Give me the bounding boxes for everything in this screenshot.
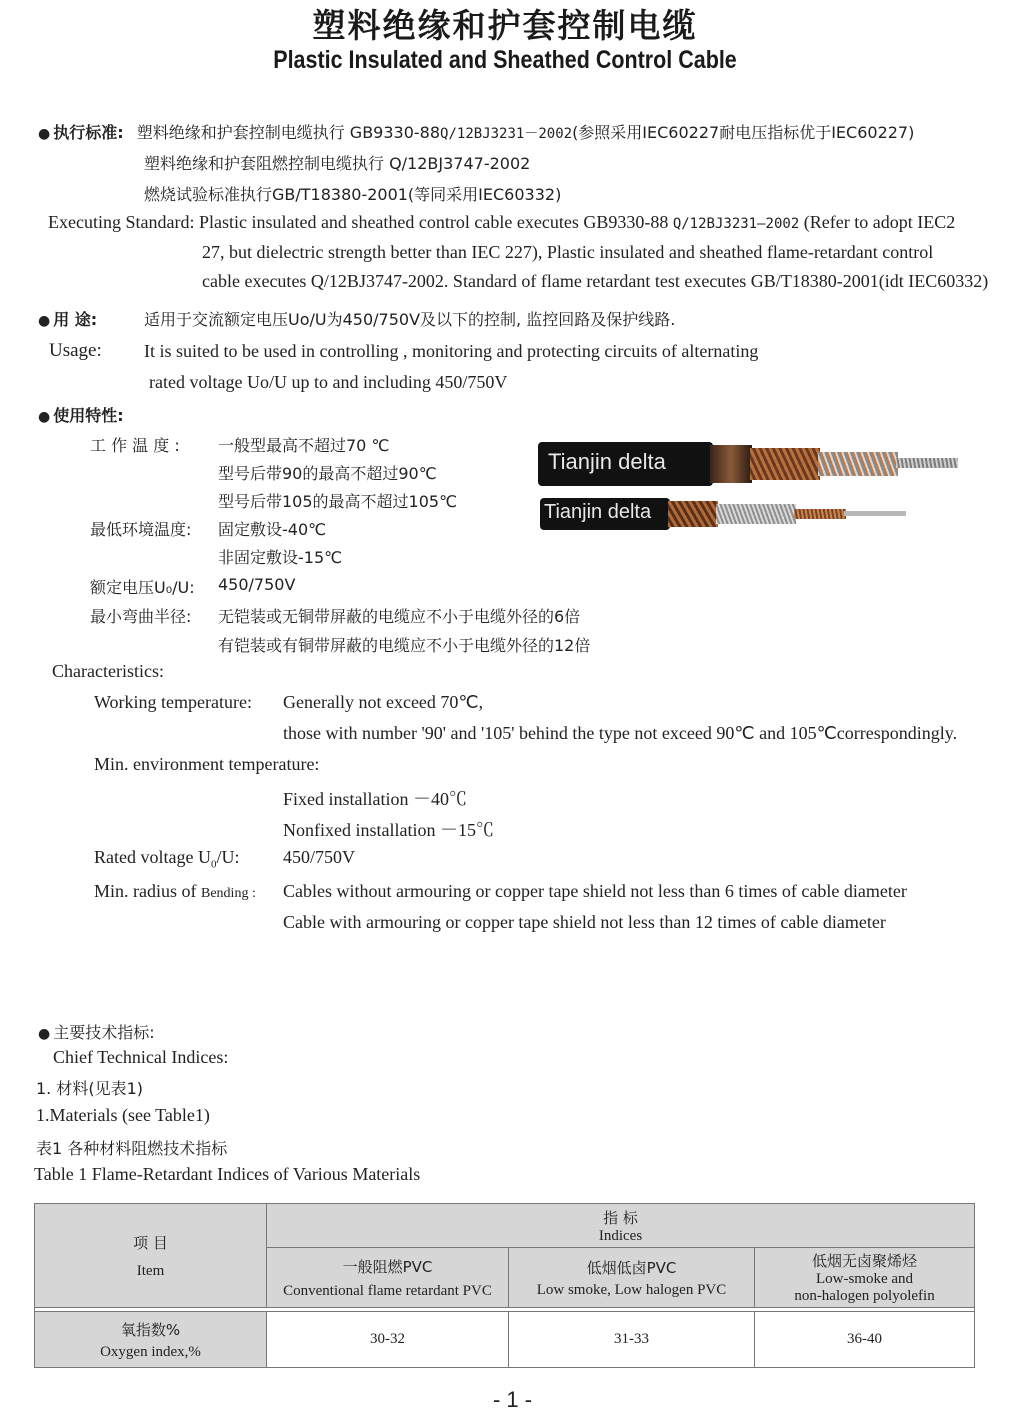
usage-en-label: Usage: <box>49 340 102 361</box>
work-temp-cn-2: 型号后带90的最高不超过90℃ <box>218 464 437 483</box>
table-header-col1: 一般阻燃PVC Conventional flame retardant PVC <box>267 1248 509 1308</box>
bend-en-2: Cable with armouring or copper tape shield not less than 12 times of cable diameter <box>283 912 886 932</box>
cable-cores-1 <box>818 452 898 476</box>
table-title-cn: 表1 各种材料阻燃技术指标 <box>36 1139 228 1158</box>
standard-cn-line3: 燃烧试验标准执行GB/T18380-2001(等同采用IEC60332) <box>144 185 562 204</box>
cable-braid-2 <box>668 501 718 527</box>
usage-en-line2: rated voltage Uo/U up to and including 450/750V <box>149 372 508 392</box>
usage-cn-text: 适用于交流额定电压Uo/U为450/750V及以下的控制, 监控回路及保护线路. <box>144 310 676 329</box>
table-cell: 30-32 <box>267 1312 509 1368</box>
cable-photo <box>538 438 968 538</box>
materials-en: 1.Materials (see Table1) <box>36 1105 210 1125</box>
standard-en-line2: 27, but dielectric strength better than IEC 227), Plastic insulated and sheathed flame-retardant control <box>202 242 934 262</box>
voltage-cn-label: 额定电压U₀/U: <box>90 578 195 597</box>
indices-cn-heading: ● 主要技术指标: <box>38 1023 155 1042</box>
standard-en-line3: cable executes Q/12BJ3747-2002. Standard of flame retardant test executes GB/T18380-2001(idt IEC60332) <box>202 271 989 291</box>
table-header-item: 项 目 Item <box>35 1204 267 1308</box>
work-temp-en-2: those with number '90' and '105' behind the type not exceed 90℃ and 105℃correspondingly. <box>283 723 958 743</box>
standard-cn-line1: ● 执行标准: 塑料绝缘和护套控制电缆执行 GB9330-88Q/12BJ3231－2002(参照采用IEC60227耐电压指标优于IEC60227) <box>38 123 915 142</box>
work-temp-cn-1: 一般型最高不超过70 ℃ <box>218 436 390 455</box>
cable-tip-1 <box>896 458 958 468</box>
cable-brand-1: Tianjin delta <box>548 449 666 474</box>
min-env-en-1: Fixed installation －40℃ <box>283 789 467 809</box>
cable-brand-2: Tianjin delta <box>544 501 652 523</box>
min-env-cn-label: 最低环境温度: <box>90 520 192 539</box>
cable-tip-2 <box>844 511 906 516</box>
characteristics-en-heading: Characteristics: <box>52 661 164 681</box>
bend-en-1: Cables without armouring or copper tape shield not less than 6 times of cable diameter <box>283 881 907 901</box>
table-row <box>35 1312 975 1368</box>
work-temp-en-label: Working temperature: <box>94 692 252 712</box>
table-header-indices: 指 标 Indices <box>267 1204 975 1248</box>
table-header-col2: 低烟低卤PVC Low smoke, Low halogen PVC <box>509 1248 755 1308</box>
table-row-label: 氧指数% Oxygen index,% <box>35 1312 267 1368</box>
usage-en-line1: It is suited to be used in controlling , monitoring and protecting circuits of alternating <box>144 341 759 361</box>
work-temp-cn-label: 工 作 温 度 : <box>90 436 180 455</box>
page-number: - 1 - <box>492 1387 533 1412</box>
min-env-en-label: Min. environment temperature: <box>94 754 320 774</box>
table-title-en: Table 1 Flame-Retardant Indices of Various Materials <box>34 1164 421 1184</box>
bullet-icon: ● <box>38 313 51 329</box>
standard-cn-label: 执行标准: <box>53 123 124 142</box>
table-cell: 36-40 <box>755 1312 975 1368</box>
indices-en-heading: Chief Technical Indices: <box>53 1047 229 1067</box>
min-env-cn-1: 固定敷设-40℃ <box>218 520 327 539</box>
cable-shield-1 <box>710 445 752 483</box>
page-title-cn: 塑料绝缘和护套控制电缆 <box>312 6 698 45</box>
bullet-icon: ● <box>38 126 51 142</box>
materials-table <box>34 1203 975 1368</box>
table-cell: 31-33 <box>509 1312 755 1368</box>
bend-cn-label: 最小弯曲半径: <box>90 607 192 626</box>
standard-en-line1: Executing Standard: Plastic insulated and sheathed control cable executes GB9330-88 Q/12BJ3231—2002 (Refer to adopt IEC2 <box>48 212 956 232</box>
voltage-en-label: Rated voltage $U_0/U$: <box>94 847 240 871</box>
usage-cn-label: 用 途: <box>53 310 98 329</box>
features-cn-heading: ● 使用特性: <box>38 406 124 425</box>
page-title-en: Plastic Insulated and Sheathed Control Cable <box>273 46 737 74</box>
bullet-icon: ● <box>38 1026 51 1042</box>
materials-cn: 1. 材料(见表1) <box>36 1079 144 1098</box>
usage-cn <box>38 307 676 330</box>
standard-cn-line2: 塑料绝缘和护套阻燃控制电缆执行 Q/12BJ3747-2002 <box>144 154 531 173</box>
work-temp-cn-3: 型号后带105的最高不超过105℃ <box>218 492 458 511</box>
cable-braid-1 <box>750 448 820 480</box>
work-temp-en-1: Generally not exceed 70℃, <box>283 692 484 712</box>
bullet-icon: ● <box>38 409 51 425</box>
voltage-en-value: 450/750V <box>283 847 355 867</box>
min-env-cn-2: 非固定敷设-15℃ <box>218 548 343 567</box>
bend-cn-2: 有铠装或有铜带屏蔽的电缆应不小于电缆外径的12倍 <box>218 636 591 655</box>
bend-cn-1: 无铠装或无铜带屏蔽的电缆应不小于电缆外径的6倍 <box>218 607 581 626</box>
min-env-en-2: Nonfixed installation －15℃ <box>283 820 494 840</box>
voltage-cn-value: 450/750V <box>218 575 296 594</box>
cable-conductor-2 <box>794 509 846 519</box>
cable-cores-2 <box>716 504 796 524</box>
bend-en-label: Min. radius of Bending : <box>94 881 256 901</box>
table-header-col3: 低烟无卤聚烯烃 Low-smoke and non-halogen polyolefin <box>755 1248 975 1308</box>
